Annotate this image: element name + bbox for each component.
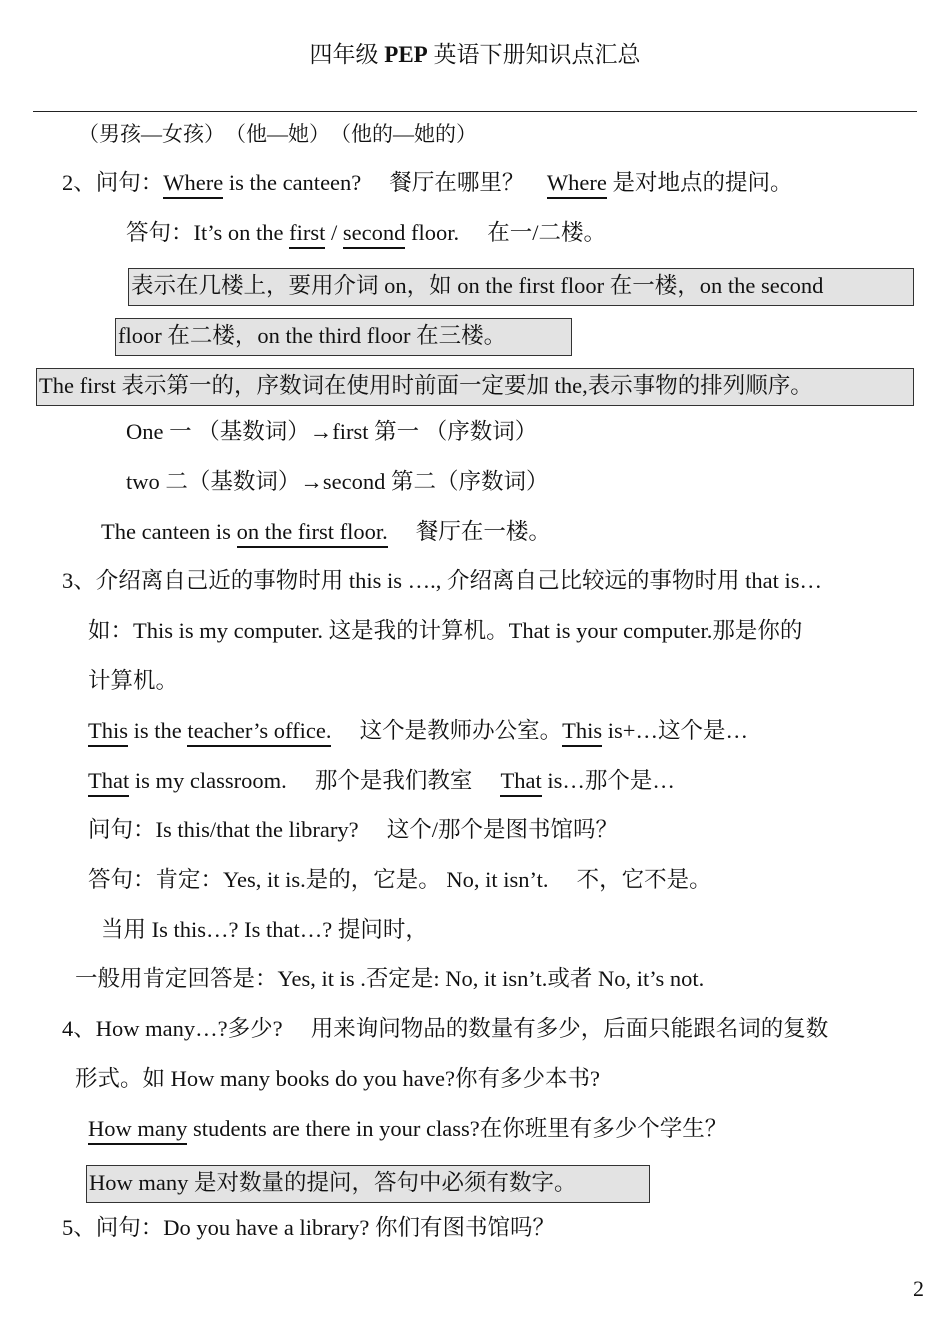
note-box-ordinal: The first 表示第一的，序数词在使用时前面一定要加 the,表示事物的排列顺序。	[36, 368, 914, 406]
canteen-pre: The canteen is	[101, 519, 237, 544]
a2-second-underlined: second	[343, 220, 405, 249]
section-5-question: 5、问句：Do you have a library? 你们有图书馆吗？	[62, 1215, 556, 1240]
page-number: 2	[913, 1276, 924, 1301]
this-u3: This	[562, 718, 602, 747]
a2-first-underlined: first	[289, 220, 325, 249]
pronoun-pairs-line: （男孩—女孩） （他—她） （他的—她的）	[78, 122, 477, 146]
header-pre: 四年级	[309, 42, 385, 67]
section-4-line-1: 4、How many…?多少? 用来询问物品的数量有多少，后面只能跟名词的复数	[62, 1016, 829, 1041]
a2-pre: 答句：It’s on the	[126, 220, 290, 245]
ordinal-one-line: One 一 （基数词）→first 第一 （序数词）	[126, 419, 538, 444]
q2-rest: is the canteen? 餐厅在哪里？	[223, 170, 547, 195]
that-u2: That	[500, 768, 541, 797]
this-u2: teacher’s office.	[187, 718, 331, 747]
this-example	[88, 716, 748, 746]
header-bold: PEP	[384, 42, 428, 67]
canteen-post: 餐厅在一楼。	[387, 519, 551, 544]
page-header	[0, 36, 950, 69]
q2-where-underlined: Where	[163, 170, 223, 199]
a2-slash: /	[325, 220, 343, 245]
this-tail: is+…这个是…	[602, 718, 748, 743]
this-mid: is the	[128, 718, 188, 743]
ordinal-two-line: two 二（基数词）→second 第二（序数词）	[126, 469, 549, 494]
q2-tail: 是对地点的提问。	[606, 170, 793, 195]
that-example	[88, 766, 675, 796]
canteen-underlined: on the first floor.	[237, 519, 388, 548]
answer-line: 答句：肯定：Yes, it is.是的，它是。 No, it isn’t. 不，它不是。	[88, 867, 712, 892]
that-mid: is my classroom. 那个是我们教室	[129, 768, 501, 793]
q2-num: 2、问句：	[62, 170, 164, 195]
how-many-example	[88, 1114, 727, 1144]
this-post: 这个是教师办公室。	[331, 718, 563, 743]
question-line: 问句：Is this/that the library? 这个/那个是图书馆吗？	[88, 817, 618, 842]
this-u1: This	[88, 718, 128, 747]
when-asking-line: 当用 Is this…? Is that…? 提问时，	[101, 917, 428, 942]
section-3-line-3: 计算机。	[88, 668, 179, 693]
section-2-question	[62, 168, 793, 198]
q2-where2-underlined: Where	[547, 170, 607, 199]
section-3-line-1: 3、介绍离自己近的事物时用 this is …., 介绍离自己比较远的事物时用 that is…	[62, 568, 823, 593]
section-3-line-2: 如：This is my computer. 这是我的计算机。That is your computer.那是你的	[88, 618, 803, 643]
that-tail: is…那个是…	[541, 768, 675, 793]
how-many-post: students are there in your class?在你班里有多少个学生？	[187, 1116, 728, 1141]
note-box-floor-2: floor 在二楼，on the third floor 在三楼。	[115, 318, 572, 356]
header-post: 英语下册知识点汇总	[427, 42, 641, 67]
note-box-how-many: How many 是对数量的提问，答句中必须有数字。	[86, 1165, 650, 1203]
header-rule	[33, 111, 917, 112]
how-many-underlined: How many	[88, 1116, 187, 1145]
that-u1: That	[88, 768, 129, 797]
a2-post: floor. 在一/二楼。	[405, 220, 606, 245]
section-2-answer	[126, 218, 606, 248]
general-answer-line: 一般用肯定回答是：Yes, it is .否定是: No, it isn’t.或者 No, it’s not.	[75, 966, 705, 991]
canteen-example	[101, 517, 551, 547]
note-box-floor-1: 表示在几楼上，要用介词 on，如 on the first floor 在一楼，on the second	[128, 268, 914, 306]
section-4-line-2: 形式。如 How many books do you have?你有多少本书?	[75, 1066, 600, 1091]
